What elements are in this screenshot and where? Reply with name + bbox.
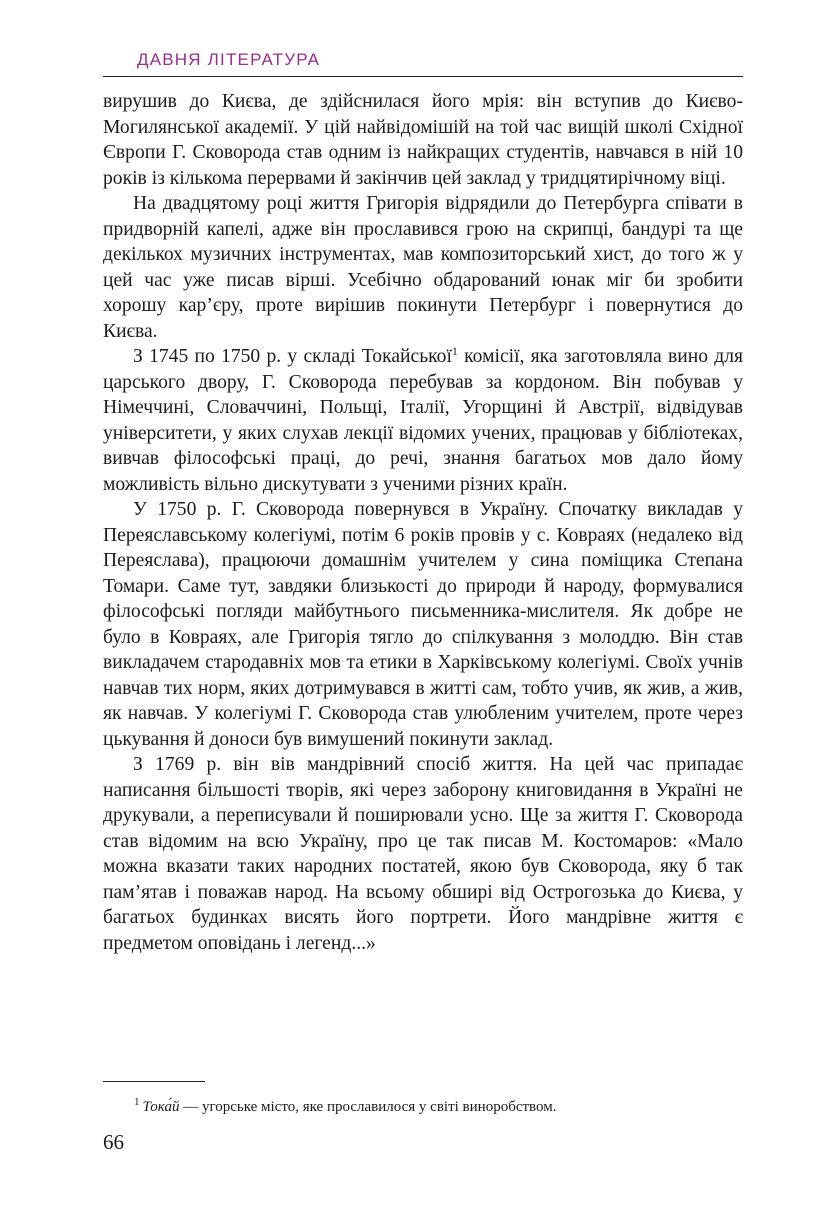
paragraph-wandering: З 1769 р. він вів мандрівний спосіб життя. На цей час припадає написання більшості творів, які через заборону книговидання в Україні не друкували, а переписували й поширювали усно. Ще за життя Г. Сковорода став відомим на всю Україну, про це так писав М. Костомаров: «Мало можна вказати таких народних постатей, якою був Сковорода, яку б так пам’ятав і поважав народ. На всьому обширі від Острогозька до Києва, у багатьох будинках висять його портрети. Його мандрівне життя є предметом оповідань і легенд...» (103, 754, 743, 954)
paragraph-petersburg: На двадцятому році життя Григорія відрядили до Петербурга співати в придворній капелі, адже він прославився грою на скрипці, бандурі та ще декількох музичних інструментах, мав композиторський хист, до того ж у цей час уже писав вірші. Усебічно обдарований юнак міг би зробити хорошу кар’єру, проте вирішив покинути Петербург і повернутися до Києва. (103, 193, 743, 342)
paragraph-abroad (103, 344, 743, 497)
paragraph-return-ukraine: У 1750 р. Г. Сковорода повернувся в Україну. Спочатку викладав у Переяславському колегіумі, потім 6 років провів у с. Ковраях (недалеко від Переяслава), працюючи домашнім учителем у сина поміщика Степана Томари. Саме тут, завдяки близькості до природи й народу, формувалися філософські погляди майбутнього письменника-мислителя. Як добре не було в Ковраях, але Григорія тягло до спілкування з молоддю. Він став викладачем стародавніх мов та етики в Харківському колегіумі. Своїх учнів навчав тих норм, яких дотримувався в житті сам, тобто учив, як жив, а жив, як навчав. У колегіумі Г. Сковорода став улюбленим учителем, проте через цькування й доноси був вимушений покинути заклад. (103, 499, 743, 750)
footnote-divider (103, 1081, 205, 1082)
footnote-text: — угорське місто, яке прославилося у світі виноробством. (179, 1099, 557, 1115)
footnote-reference: 1 (451, 344, 458, 358)
footnote (134, 1092, 556, 1117)
section-title: ДАВНЯ ЛІТЕРАТУРА (137, 50, 321, 69)
main-text (103, 89, 743, 956)
running-header (103, 50, 743, 77)
page-number: 66 (103, 1130, 124, 1154)
paragraph-abroad-rest: комісії, яка заготовляла вино для царського двору, Г. Сковорода перебував за кордоном. Він побував у Німеччині, Словаччині, Польщі, Італії, Угорщині й Австрії, відвідував університети, у яких слухав лекції відомих учених, працював у бібліотеках, вивчав філософські праці, до речі, знання багатьох мов дало йому можливість вільно дискутувати з ученими різних країн. (103, 346, 744, 495)
footnote-mark: 1 (134, 1096, 140, 1108)
paragraph-abroad-start: З 1745 по 1750 р. у складі Токайської (133, 346, 452, 367)
paragraph-continuation: вирушив до Києва, де здійснилася його мрія: він вступив до Києво-Могилянської академії. У цій найвідомішій на той час вищій школі Східної Європи Г. Сковорода став одним із найкращих студентів, навчався в ній 10 років із кількома перервами й закінчив цей заклад у тридцятирічному віці. (103, 91, 743, 189)
footnote-term: Тока́й (142, 1099, 180, 1115)
